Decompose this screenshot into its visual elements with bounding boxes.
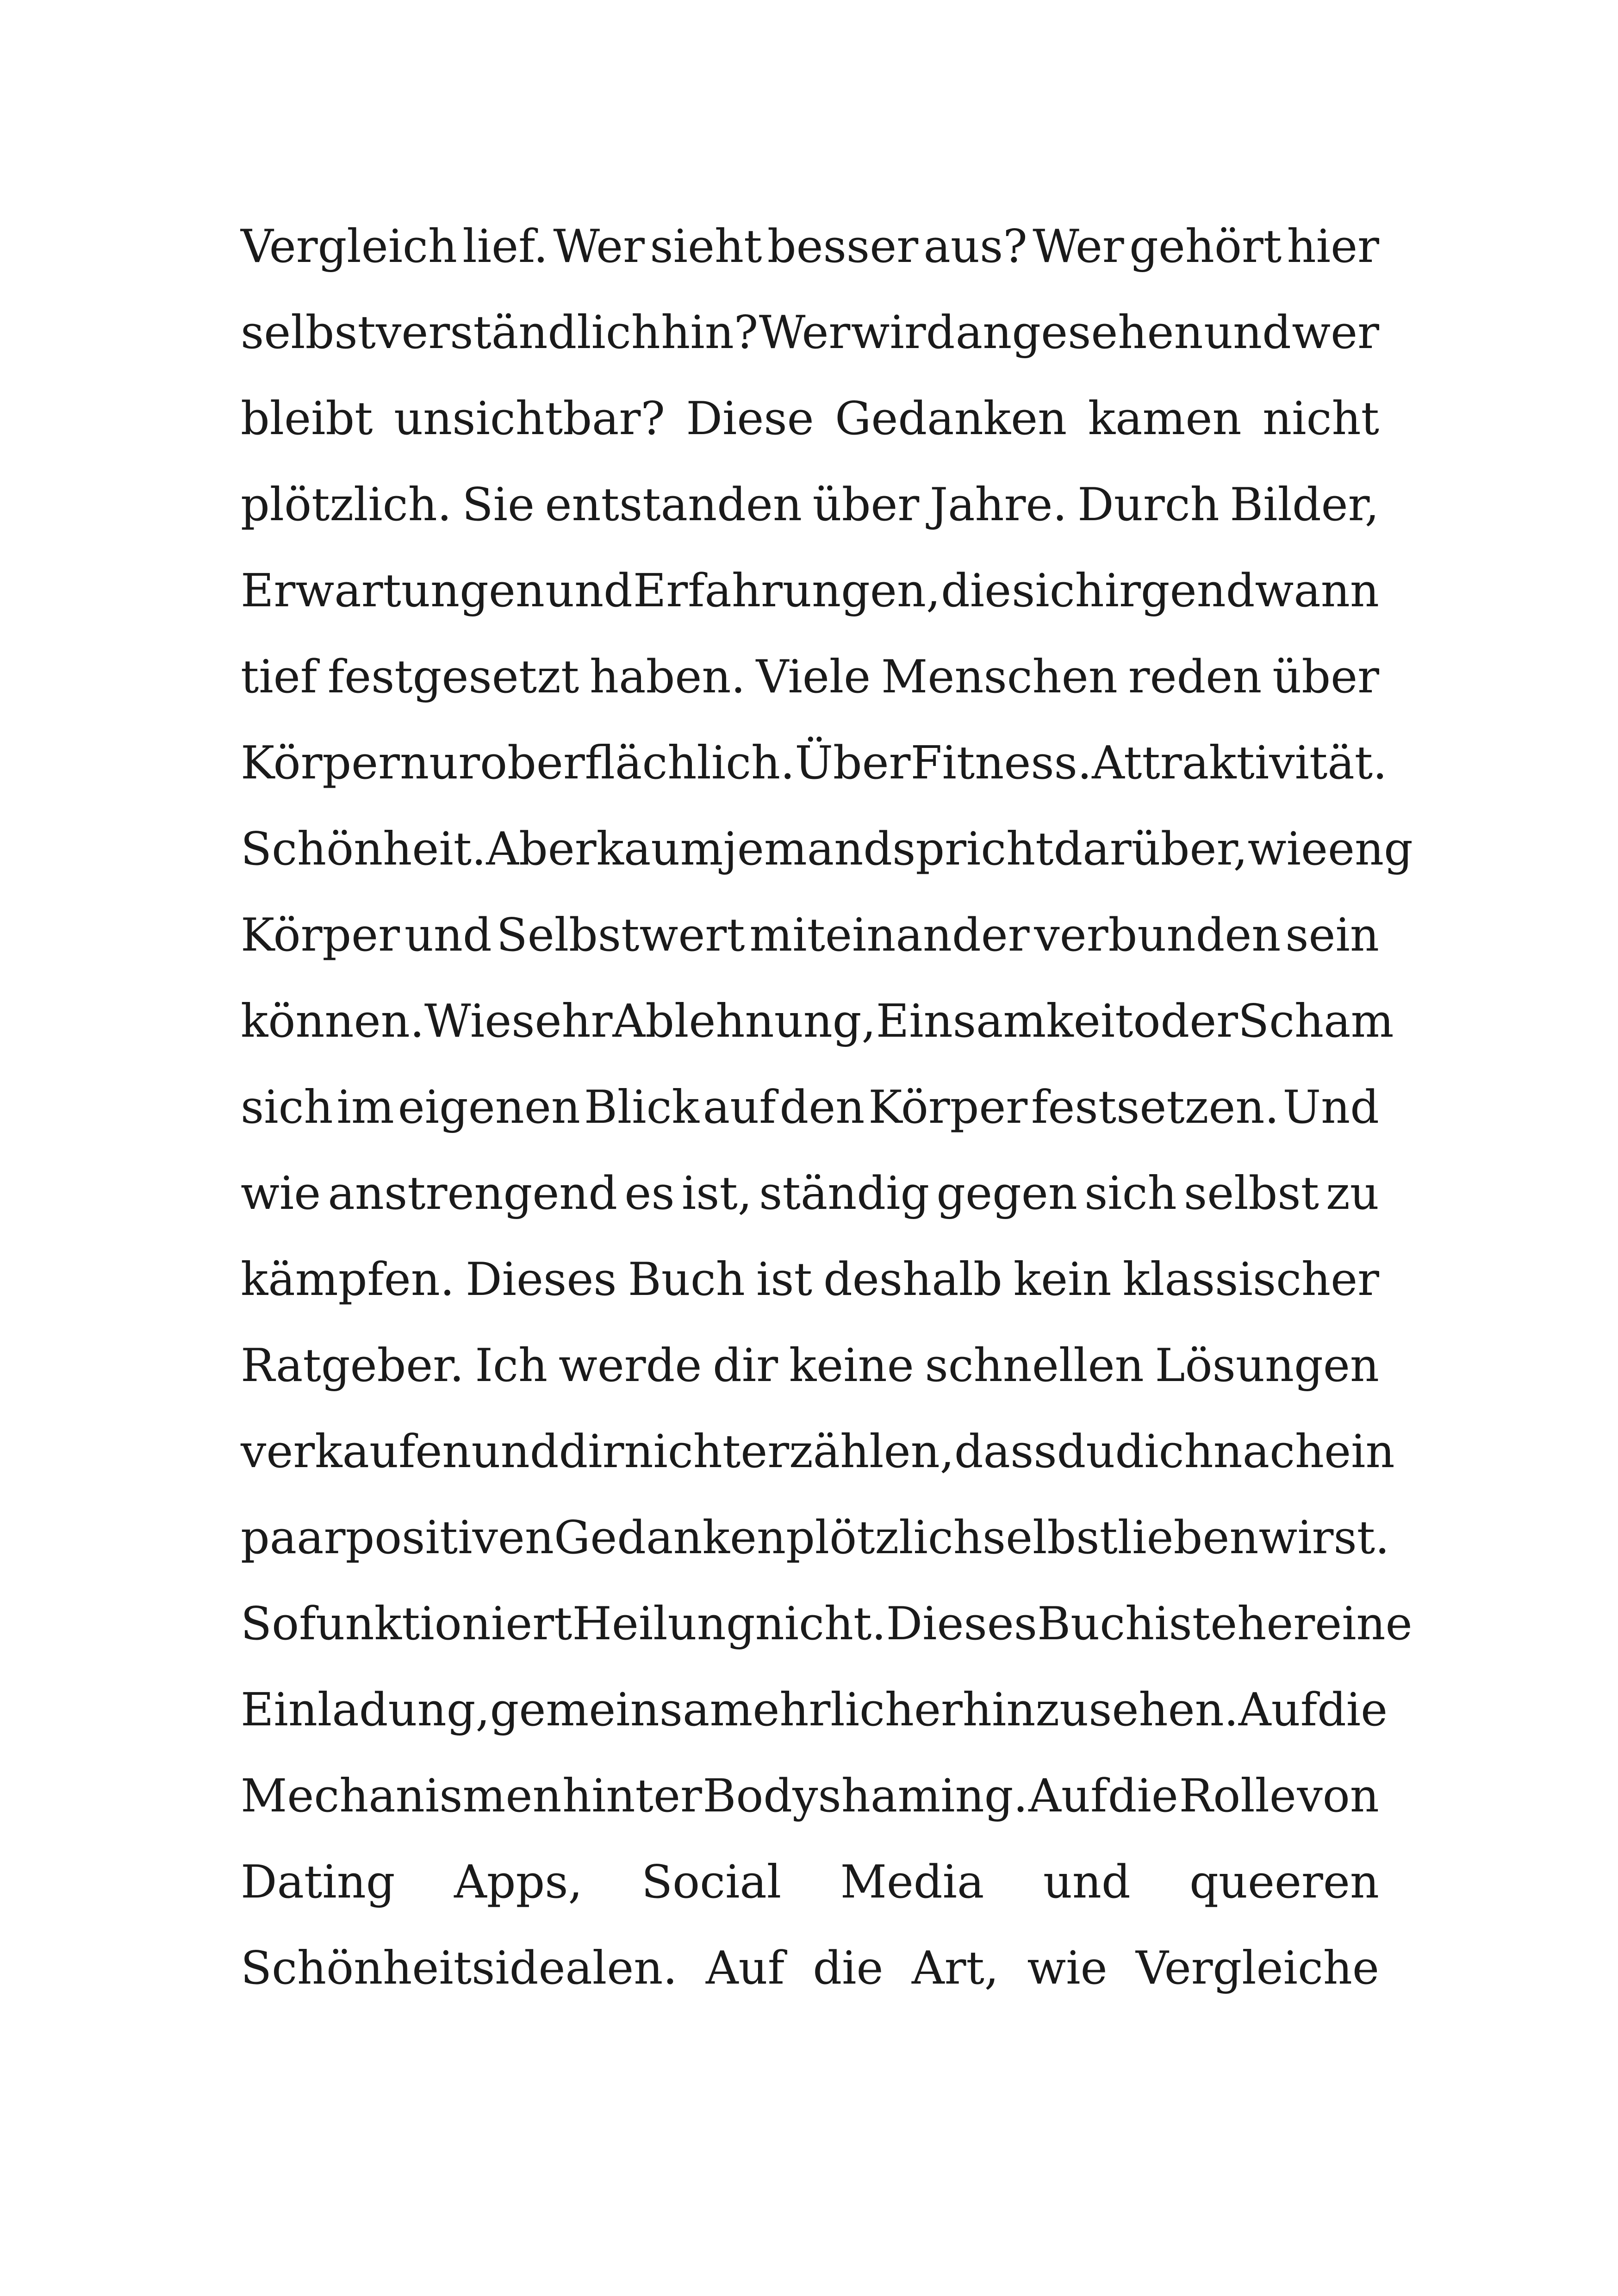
text-word: dir	[559, 1425, 624, 1478]
text-word: Ablehnung,	[612, 995, 876, 1048]
text-line	[241, 1064, 1379, 1151]
text-word: Dieses	[466, 1253, 617, 1306]
text-word: selbstverständlich	[241, 306, 660, 359]
body-text	[241, 204, 1413, 2011]
text-word: Viele	[756, 651, 871, 703]
text-word: klassischer	[1122, 1253, 1379, 1306]
text-word: dich	[1115, 1425, 1214, 1478]
text-word: Buch	[628, 1253, 745, 1306]
text-word: jemand	[723, 823, 893, 876]
text-word: Art,	[911, 1942, 999, 1995]
text-word: wirst.	[1258, 1512, 1390, 1564]
text-word: nur	[400, 737, 480, 790]
text-word: und	[1203, 306, 1291, 359]
text-word: Menschen	[881, 651, 1118, 703]
text-word: den	[779, 1081, 865, 1134]
text-word: hinter	[562, 1770, 702, 1823]
text-word: Aber	[486, 823, 597, 876]
text-word: plötzlich.	[241, 479, 452, 531]
text-word: irgendwann	[1104, 565, 1379, 617]
text-word: Auf	[1028, 1770, 1108, 1823]
text-word: ständig	[759, 1167, 930, 1220]
text-word: eng	[1328, 823, 1413, 876]
text-word: plötzlich	[786, 1512, 983, 1564]
text-word: von	[1297, 1770, 1379, 1823]
text-word: haben.	[590, 651, 746, 703]
text-word: Auf	[1238, 1684, 1318, 1736]
text-word: es	[624, 1167, 675, 1220]
text-line	[241, 1839, 1379, 1925]
text-line	[241, 978, 1394, 1064]
text-word: lieben	[1117, 1512, 1259, 1564]
text-word: besser	[767, 220, 919, 273]
text-line	[241, 1925, 1379, 2011]
text-word: Dating	[241, 1856, 395, 1909]
text-word: lief.	[462, 220, 548, 273]
text-word: spricht	[892, 823, 1054, 876]
text-line	[241, 1495, 1390, 1581]
text-word: eine	[1315, 1598, 1413, 1650]
text-word: und	[404, 909, 492, 962]
text-line	[241, 806, 1413, 892]
text-word: Rolle	[1179, 1770, 1296, 1823]
text-line	[241, 634, 1379, 720]
text-word: gehört	[1129, 220, 1282, 273]
text-word: hin?	[661, 306, 759, 359]
text-word: und	[1043, 1856, 1131, 1909]
text-word: selbst	[982, 1512, 1118, 1564]
text-word: Vergleiche	[1135, 1942, 1379, 1995]
text-word: wird	[851, 306, 955, 359]
text-word: Gedanken	[835, 392, 1067, 445]
text-line	[241, 1581, 1413, 1667]
text-word: festgesetzt	[327, 651, 579, 703]
text-word: hinzusehen.	[962, 1684, 1238, 1736]
text-word: Über	[795, 737, 911, 790]
text-word: hier	[1287, 220, 1379, 273]
text-word: Einsamkeit	[876, 995, 1133, 1048]
text-word: paar	[241, 1512, 346, 1564]
text-word: im	[336, 1081, 394, 1134]
text-line	[241, 1409, 1395, 1495]
text-word: Ratgeber.	[241, 1339, 464, 1392]
text-word: und	[471, 1425, 559, 1478]
text-word: queeren	[1189, 1856, 1379, 1909]
text-word: können.	[241, 995, 424, 1048]
text-word: dir	[713, 1339, 778, 1392]
text-word: sieht	[650, 220, 762, 273]
text-line	[241, 204, 1379, 290]
text-word: sein	[1285, 909, 1379, 962]
text-word: die	[813, 1942, 884, 1995]
text-word: Einladung,	[241, 1684, 490, 1736]
text-word: aus?	[923, 220, 1027, 273]
text-word: Sie	[462, 479, 535, 531]
text-word: darüber,	[1053, 823, 1248, 876]
text-word: oberflächlich.	[480, 737, 795, 790]
text-word: kämpfen.	[241, 1253, 455, 1306]
text-word: Apps,	[454, 1856, 583, 1909]
text-word: bleibt	[241, 392, 373, 445]
text-word: ehrlicher	[753, 1684, 963, 1736]
text-word: eher	[1210, 1598, 1315, 1650]
text-line	[241, 1237, 1379, 1323]
text-word: die	[1108, 1770, 1178, 1823]
text-word: Wie	[424, 995, 512, 1048]
text-word: Ich	[475, 1339, 548, 1392]
text-line	[241, 376, 1379, 462]
text-word: Schönheit.	[241, 823, 486, 876]
text-word: entstanden	[545, 479, 803, 531]
text-word: sich	[1084, 1167, 1177, 1220]
text-word: Media	[840, 1856, 984, 1909]
text-word: miteinander	[749, 909, 1030, 962]
text-word: Selbstwert	[496, 909, 745, 962]
text-word: Erwartungen	[241, 565, 545, 617]
text-word: du	[1057, 1425, 1115, 1478]
text-word: über	[1272, 651, 1379, 703]
text-word: Heilung	[572, 1598, 755, 1650]
text-word: tief	[241, 651, 317, 703]
text-word: anstrengend	[328, 1167, 618, 1220]
text-word: Durch	[1077, 479, 1220, 531]
text-line	[241, 1753, 1379, 1839]
text-word: werde	[558, 1339, 702, 1392]
text-line	[241, 462, 1379, 548]
text-word: funktioniert	[299, 1598, 573, 1650]
text-word: sich	[1012, 565, 1104, 617]
text-word: Lösungen	[1155, 1339, 1379, 1392]
text-line	[241, 720, 1388, 806]
text-word: sehr	[511, 995, 613, 1048]
text-word: positiven	[345, 1512, 554, 1564]
text-word: Blick	[584, 1081, 699, 1134]
text-line	[241, 548, 1379, 634]
text-word: wie	[1027, 1942, 1108, 1995]
text-word: Wer	[759, 306, 851, 359]
text-word: zu	[1326, 1167, 1379, 1220]
text-word: Wer	[1033, 220, 1124, 273]
text-word: Und	[1282, 1081, 1379, 1134]
text-word: Vergleich	[241, 220, 458, 273]
text-line	[241, 1151, 1379, 1237]
text-word: verkaufen	[241, 1425, 472, 1478]
text-word: nicht.	[755, 1598, 886, 1650]
text-word: Mechanismen	[241, 1770, 562, 1823]
text-line	[241, 1323, 1379, 1409]
text-word: sich	[241, 1081, 333, 1134]
text-word: Wer	[553, 220, 645, 273]
text-word: wer	[1292, 306, 1379, 359]
text-word: oder	[1133, 995, 1238, 1048]
text-word: und	[545, 565, 633, 617]
text-word: gegen	[936, 1167, 1077, 1220]
text-word: wie	[241, 1167, 321, 1220]
text-word: Scham	[1238, 995, 1394, 1048]
text-word: die	[941, 565, 1012, 617]
text-line	[241, 892, 1379, 978]
text-word: verbunden	[1034, 909, 1281, 962]
text-word: auf	[703, 1081, 776, 1134]
text-word: über	[812, 479, 920, 531]
text-word: Buch	[1037, 1598, 1155, 1650]
text-word: die	[1317, 1684, 1388, 1736]
text-word: Attraktivität.	[1092, 737, 1388, 790]
text-word: Jahre.	[929, 479, 1067, 531]
text-word: Dieses	[886, 1598, 1038, 1650]
text-word: kamen	[1088, 392, 1242, 445]
text-word: keine	[789, 1339, 914, 1392]
text-word: eigenen	[398, 1081, 580, 1134]
text-word: schnellen	[925, 1339, 1144, 1392]
text-word: ist,	[681, 1167, 752, 1220]
text-word: Auf	[705, 1942, 785, 1995]
text-word: reden	[1128, 651, 1262, 703]
text-word: festsetzen.	[1031, 1081, 1279, 1134]
text-word: deshalb	[823, 1253, 1002, 1306]
text-word: Erfahrungen,	[633, 565, 941, 617]
text-word: kein	[1013, 1253, 1112, 1306]
text-word: selbst	[1183, 1167, 1319, 1220]
text-line	[241, 290, 1379, 376]
text-word: ist	[1154, 1598, 1211, 1650]
text-word: So	[241, 1598, 299, 1650]
text-word: erzählen,	[741, 1425, 954, 1478]
text-word: Fitness.	[910, 737, 1092, 790]
text-word: Bodyshaming.	[703, 1770, 1028, 1823]
text-word: ein	[1324, 1425, 1395, 1478]
text-word: nicht	[624, 1425, 741, 1478]
text-word: Social	[641, 1856, 782, 1909]
text-word: Gedanken	[554, 1512, 786, 1564]
text-word: kaum	[596, 823, 723, 876]
text-line	[241, 1667, 1388, 1753]
text-word: unsichtbar?	[394, 392, 665, 445]
text-word: ist	[756, 1253, 812, 1306]
text-word: Bilder,	[1230, 479, 1379, 531]
text-word: Körper	[241, 737, 400, 790]
text-word: nicht	[1263, 392, 1379, 445]
text-word: Diese	[686, 392, 814, 445]
text-word: Körper	[868, 1081, 1028, 1134]
text-word: Schönheitsidealen.	[241, 1942, 678, 1995]
text-word: nach	[1213, 1425, 1325, 1478]
text-word: gemeinsam	[490, 1684, 753, 1736]
text-word: dass	[954, 1425, 1057, 1478]
text-word: angesehen	[955, 306, 1203, 359]
text-word: Körper	[241, 909, 400, 962]
text-word: wie	[1247, 823, 1328, 876]
